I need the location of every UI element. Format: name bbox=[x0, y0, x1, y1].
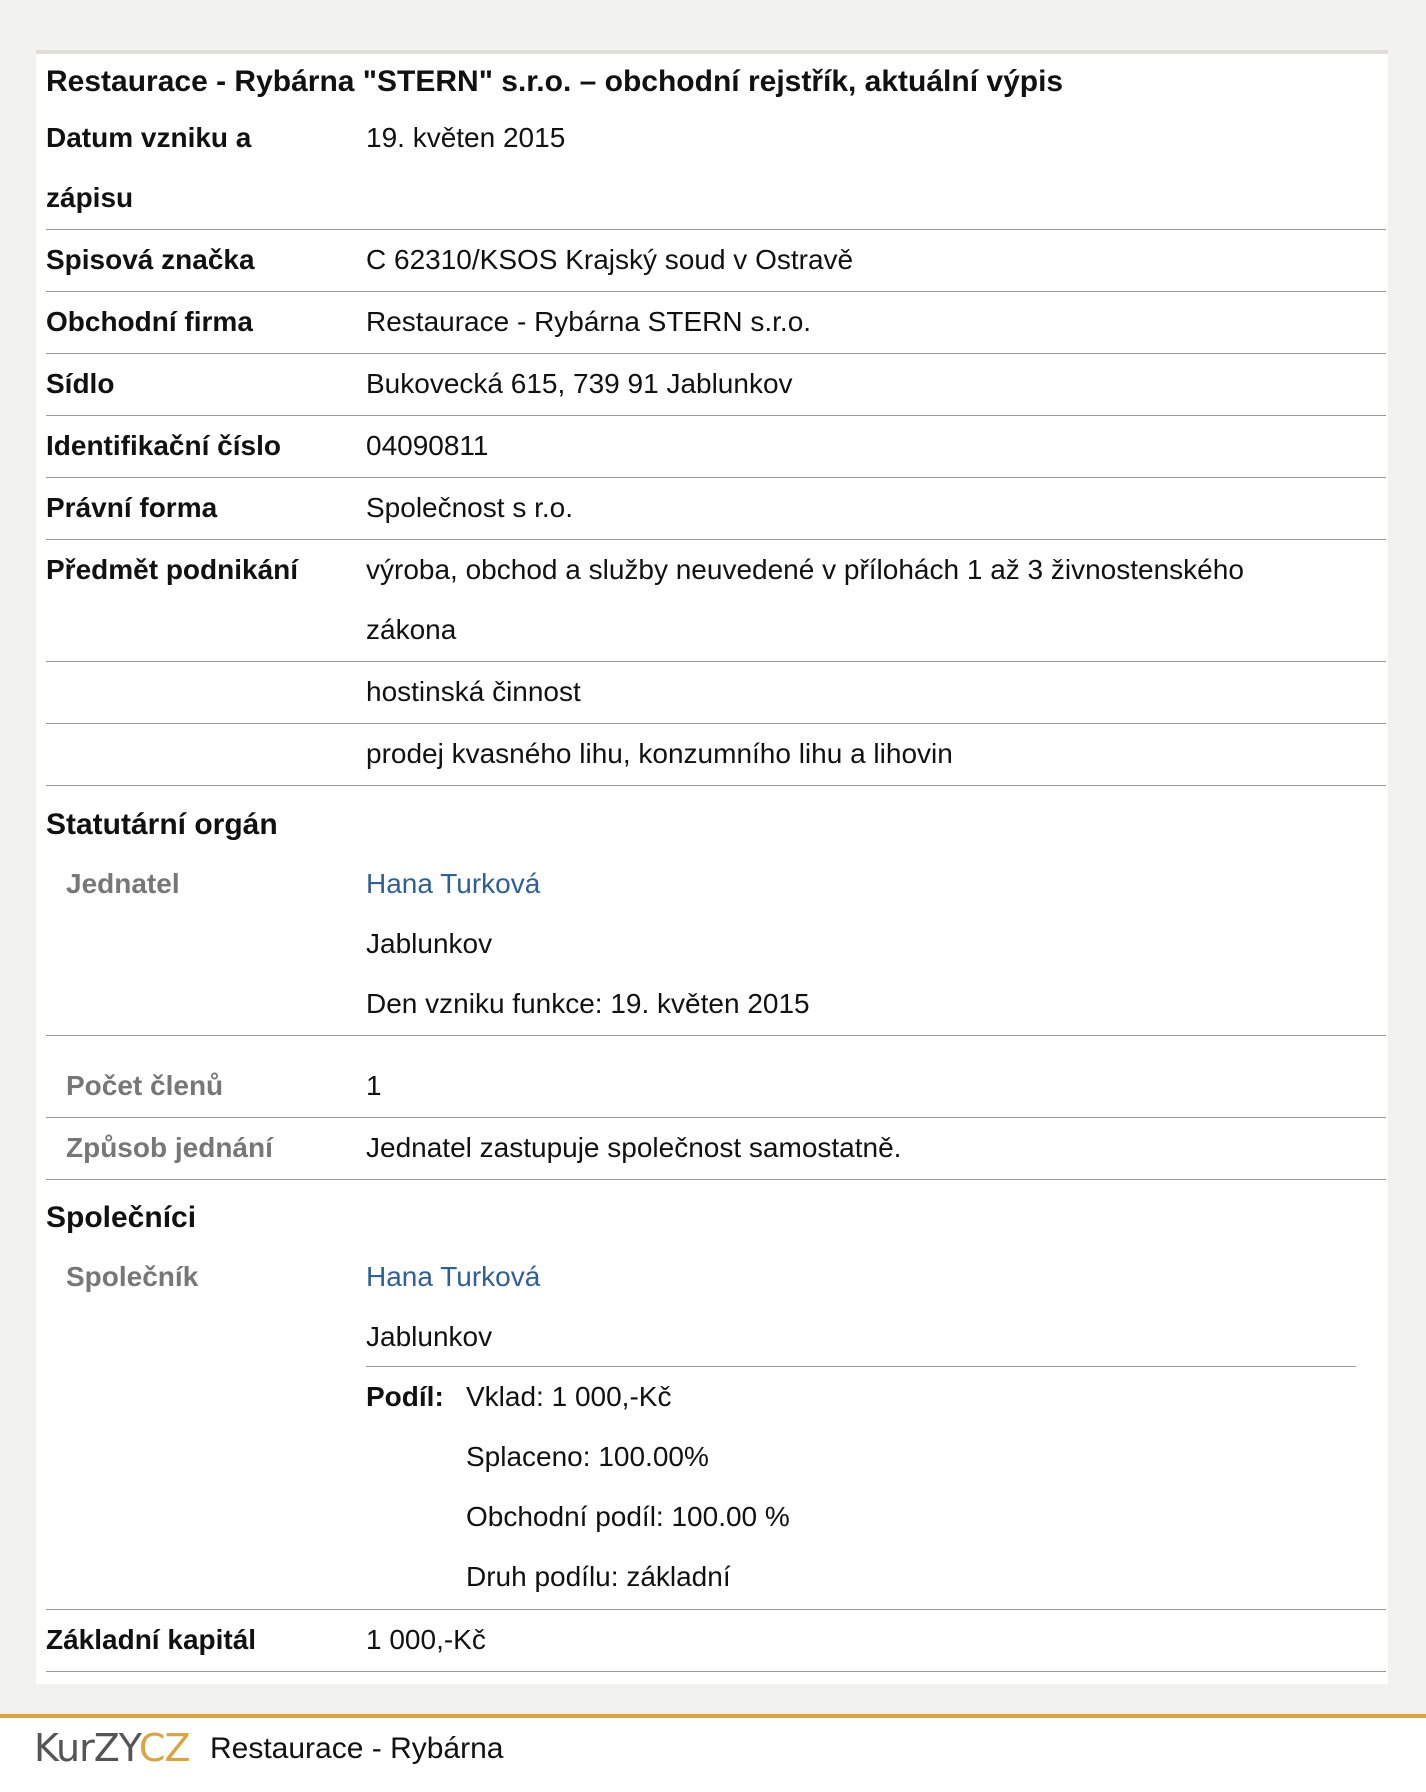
value-splaceno: Splaceno: 100.00% bbox=[466, 1441, 709, 1472]
section-heading-statutarni-organ: Statutární orgán bbox=[46, 808, 278, 841]
value-obchodni-firma: Restaurace - Rybárna STERN s.r.o. bbox=[366, 306, 812, 337]
divider-podil bbox=[366, 1366, 1356, 1367]
label-spolecnik: Společník bbox=[66, 1261, 199, 1292]
value-obchodni-podil: Obchodní podíl: 100.00 % bbox=[466, 1501, 790, 1532]
value-datum-vzniku: 19. květen 2015 bbox=[366, 122, 566, 153]
value-zakladni-kapital: 1 000,-Kč bbox=[366, 1624, 486, 1655]
divider bbox=[46, 1179, 1386, 1180]
label-pravni-forma: Právní forma bbox=[46, 492, 218, 523]
kurzycz-logo[interactable] bbox=[34, 1724, 189, 1772]
footer-company-name: Restaurace - Rybárna bbox=[210, 1732, 504, 1765]
label-spisova-znacka: Spisová značka bbox=[46, 244, 255, 275]
page-title: Restaurace - Rybárna "STERN" s.r.o. – obchodní rejstřík, aktuální výpis bbox=[46, 65, 1064, 98]
value-predmet-3: prodej kvasného lihu, konzumního lihu a lihovin bbox=[366, 738, 953, 769]
divider bbox=[46, 353, 1386, 354]
value-pocet-clenu: 1 bbox=[366, 1070, 382, 1101]
value-ico: 04090811 bbox=[366, 430, 489, 461]
link-jednatel-name[interactable]: Hana Turková bbox=[366, 868, 541, 899]
divider bbox=[46, 661, 1386, 662]
value-pravni-forma: Společnost s r.o. bbox=[366, 492, 574, 523]
divider bbox=[46, 1609, 1386, 1610]
label-ico: Identifikační číslo bbox=[46, 430, 281, 461]
label-jednatel: Jednatel bbox=[66, 868, 180, 899]
value-sidlo: Bukovecká 615, 739 91 Jablunkov bbox=[366, 368, 793, 399]
divider bbox=[46, 1035, 1386, 1036]
logo-part1: KurZY bbox=[34, 1726, 139, 1770]
divider bbox=[46, 415, 1386, 416]
divider bbox=[46, 477, 1386, 478]
label-datum-vzniku-line2: zápisu bbox=[46, 182, 134, 213]
label-obchodni-firma: Obchodní firma bbox=[46, 306, 253, 337]
divider bbox=[46, 229, 1386, 230]
divider bbox=[46, 785, 1386, 786]
label-datum-vzniku-line1: Datum vzniku a bbox=[46, 122, 252, 153]
value-predmet-2: hostinská činnost bbox=[366, 676, 581, 707]
divider bbox=[46, 539, 1386, 540]
label-zakladni-kapital: Základní kapitál bbox=[46, 1624, 257, 1655]
value-spisova-znacka: C 62310/KSOS Krajský soud v Ostravě bbox=[366, 244, 854, 275]
logo-part2: CZ bbox=[138, 1726, 190, 1770]
divider bbox=[46, 1117, 1386, 1118]
value-druh-podilu: Druh podílu: základní bbox=[466, 1561, 731, 1592]
divider bbox=[46, 1671, 1386, 1672]
register-card bbox=[36, 50, 1388, 1684]
label-podil: Podíl: bbox=[366, 1381, 444, 1412]
label-zpusob-jednani: Způsob jednání bbox=[66, 1132, 273, 1163]
divider bbox=[46, 723, 1386, 724]
label-pocet-clenu: Počet členů bbox=[66, 1070, 224, 1101]
value-jednatel-since: Den vzniku funkce: 19. květen 2015 bbox=[366, 988, 810, 1019]
divider bbox=[46, 291, 1386, 292]
value-vklad: Vklad: 1 000,-Kč bbox=[466, 1381, 672, 1412]
section-heading-spolecnici: Společníci bbox=[46, 1201, 197, 1234]
value-spolecnik-city: Jablunkov bbox=[366, 1321, 493, 1352]
label-predmet-podnikani: Předmět podnikání bbox=[46, 554, 299, 585]
value-zpusob-jednani: Jednatel zastupuje společnost samostatně. bbox=[366, 1132, 902, 1163]
link-spolecnik-name[interactable]: Hana Turková bbox=[366, 1261, 541, 1292]
label-sidlo: Sídlo bbox=[46, 368, 115, 399]
value-predmet-1-line1: výroba, obchod a služby neuvedené v přílohách 1 až 3 živnostenského bbox=[366, 554, 1244, 585]
value-jednatel-city: Jablunkov bbox=[366, 928, 493, 959]
value-predmet-1-line2: zákona bbox=[366, 614, 457, 645]
